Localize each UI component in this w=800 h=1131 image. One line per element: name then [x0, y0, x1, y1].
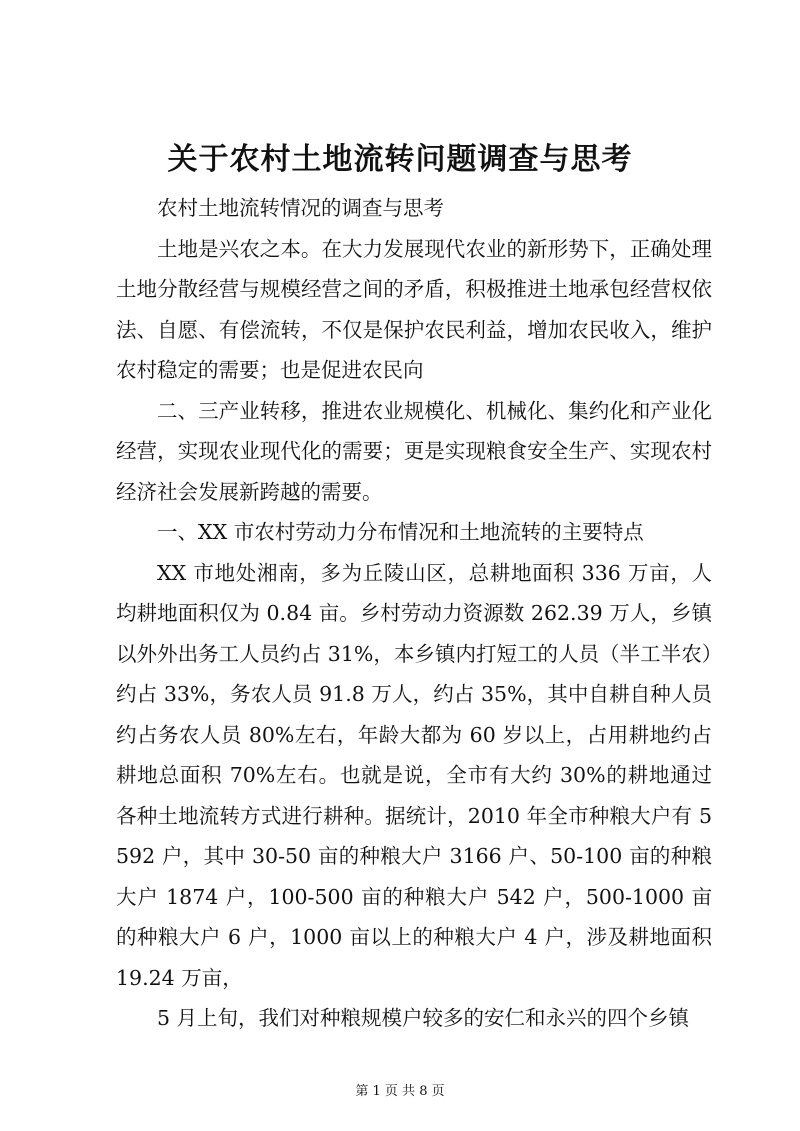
paragraph-survey: 5 月上旬，我们对种粮规模户较多的安仁和永兴的四个乡镇: [157, 1006, 690, 1030]
paragraph-statistics: XX 市地处湘南，多为丘陵山区，总耕地面积 336 万亩，人均耕地面积仅为 0.84 亩。乡村劳动力资源数 262.39 万人，乡镇以外外出务工人员约占 31%，本乡镇内打短工的人员（半工半农）约占 33%，务农人员 91.8 万人，约占 35%，其中自耕自种人员约占务农人员 80%左右，年龄大都为 60 岁以上，占用耕地约占耕地总面积 70%左右。也就是说，全市有大约 30%的耕地通过各种土地流转方式进行耕种。据统计，2010 年全市种粮大户有 5592 户，其中 30-50 亩的种粮大户 3166 户、50-100 亩的种粮大户 1874 户，100-500 亩的种粮大户 542 户，500-1000 亩的种粮大户 6 户，1000 亩以上的种粮大户 4 户，涉及耕地面积 19.24 万亩，: [116, 560, 712, 990]
section-heading-1: 一、XX 市农村劳动力分布情况和土地流转的主要特点: [157, 520, 644, 544]
paragraph-subtitle: 农村土地流转情况的调查与思考: [157, 196, 444, 220]
paragraph-continuation: 二、三产业转移，推进农业规模化、机械化、集约化和产业化经营，实现农业现代化的需要；更是实现粮食安全生产、实现农村经济社会发展新跨越的需要。: [116, 398, 712, 504]
paragraph-intro: 土地是兴农之本。在大力发展现代农业的新形势下，正确处理土地分散经营与规模经营之间的矛盾，积极推进土地承包经营权依法、自愿、有偿流转，不仅是保护农民利益，增加农民收入，维护农村稳定的需要；也是促进农民向: [116, 236, 712, 382]
document-body: [116, 188, 712, 1039]
page-number-footer: 第 1 页 共 8 页: [355, 1084, 445, 1099]
document-title: 关于农村土地流转问题调查与思考: [167, 142, 633, 177]
